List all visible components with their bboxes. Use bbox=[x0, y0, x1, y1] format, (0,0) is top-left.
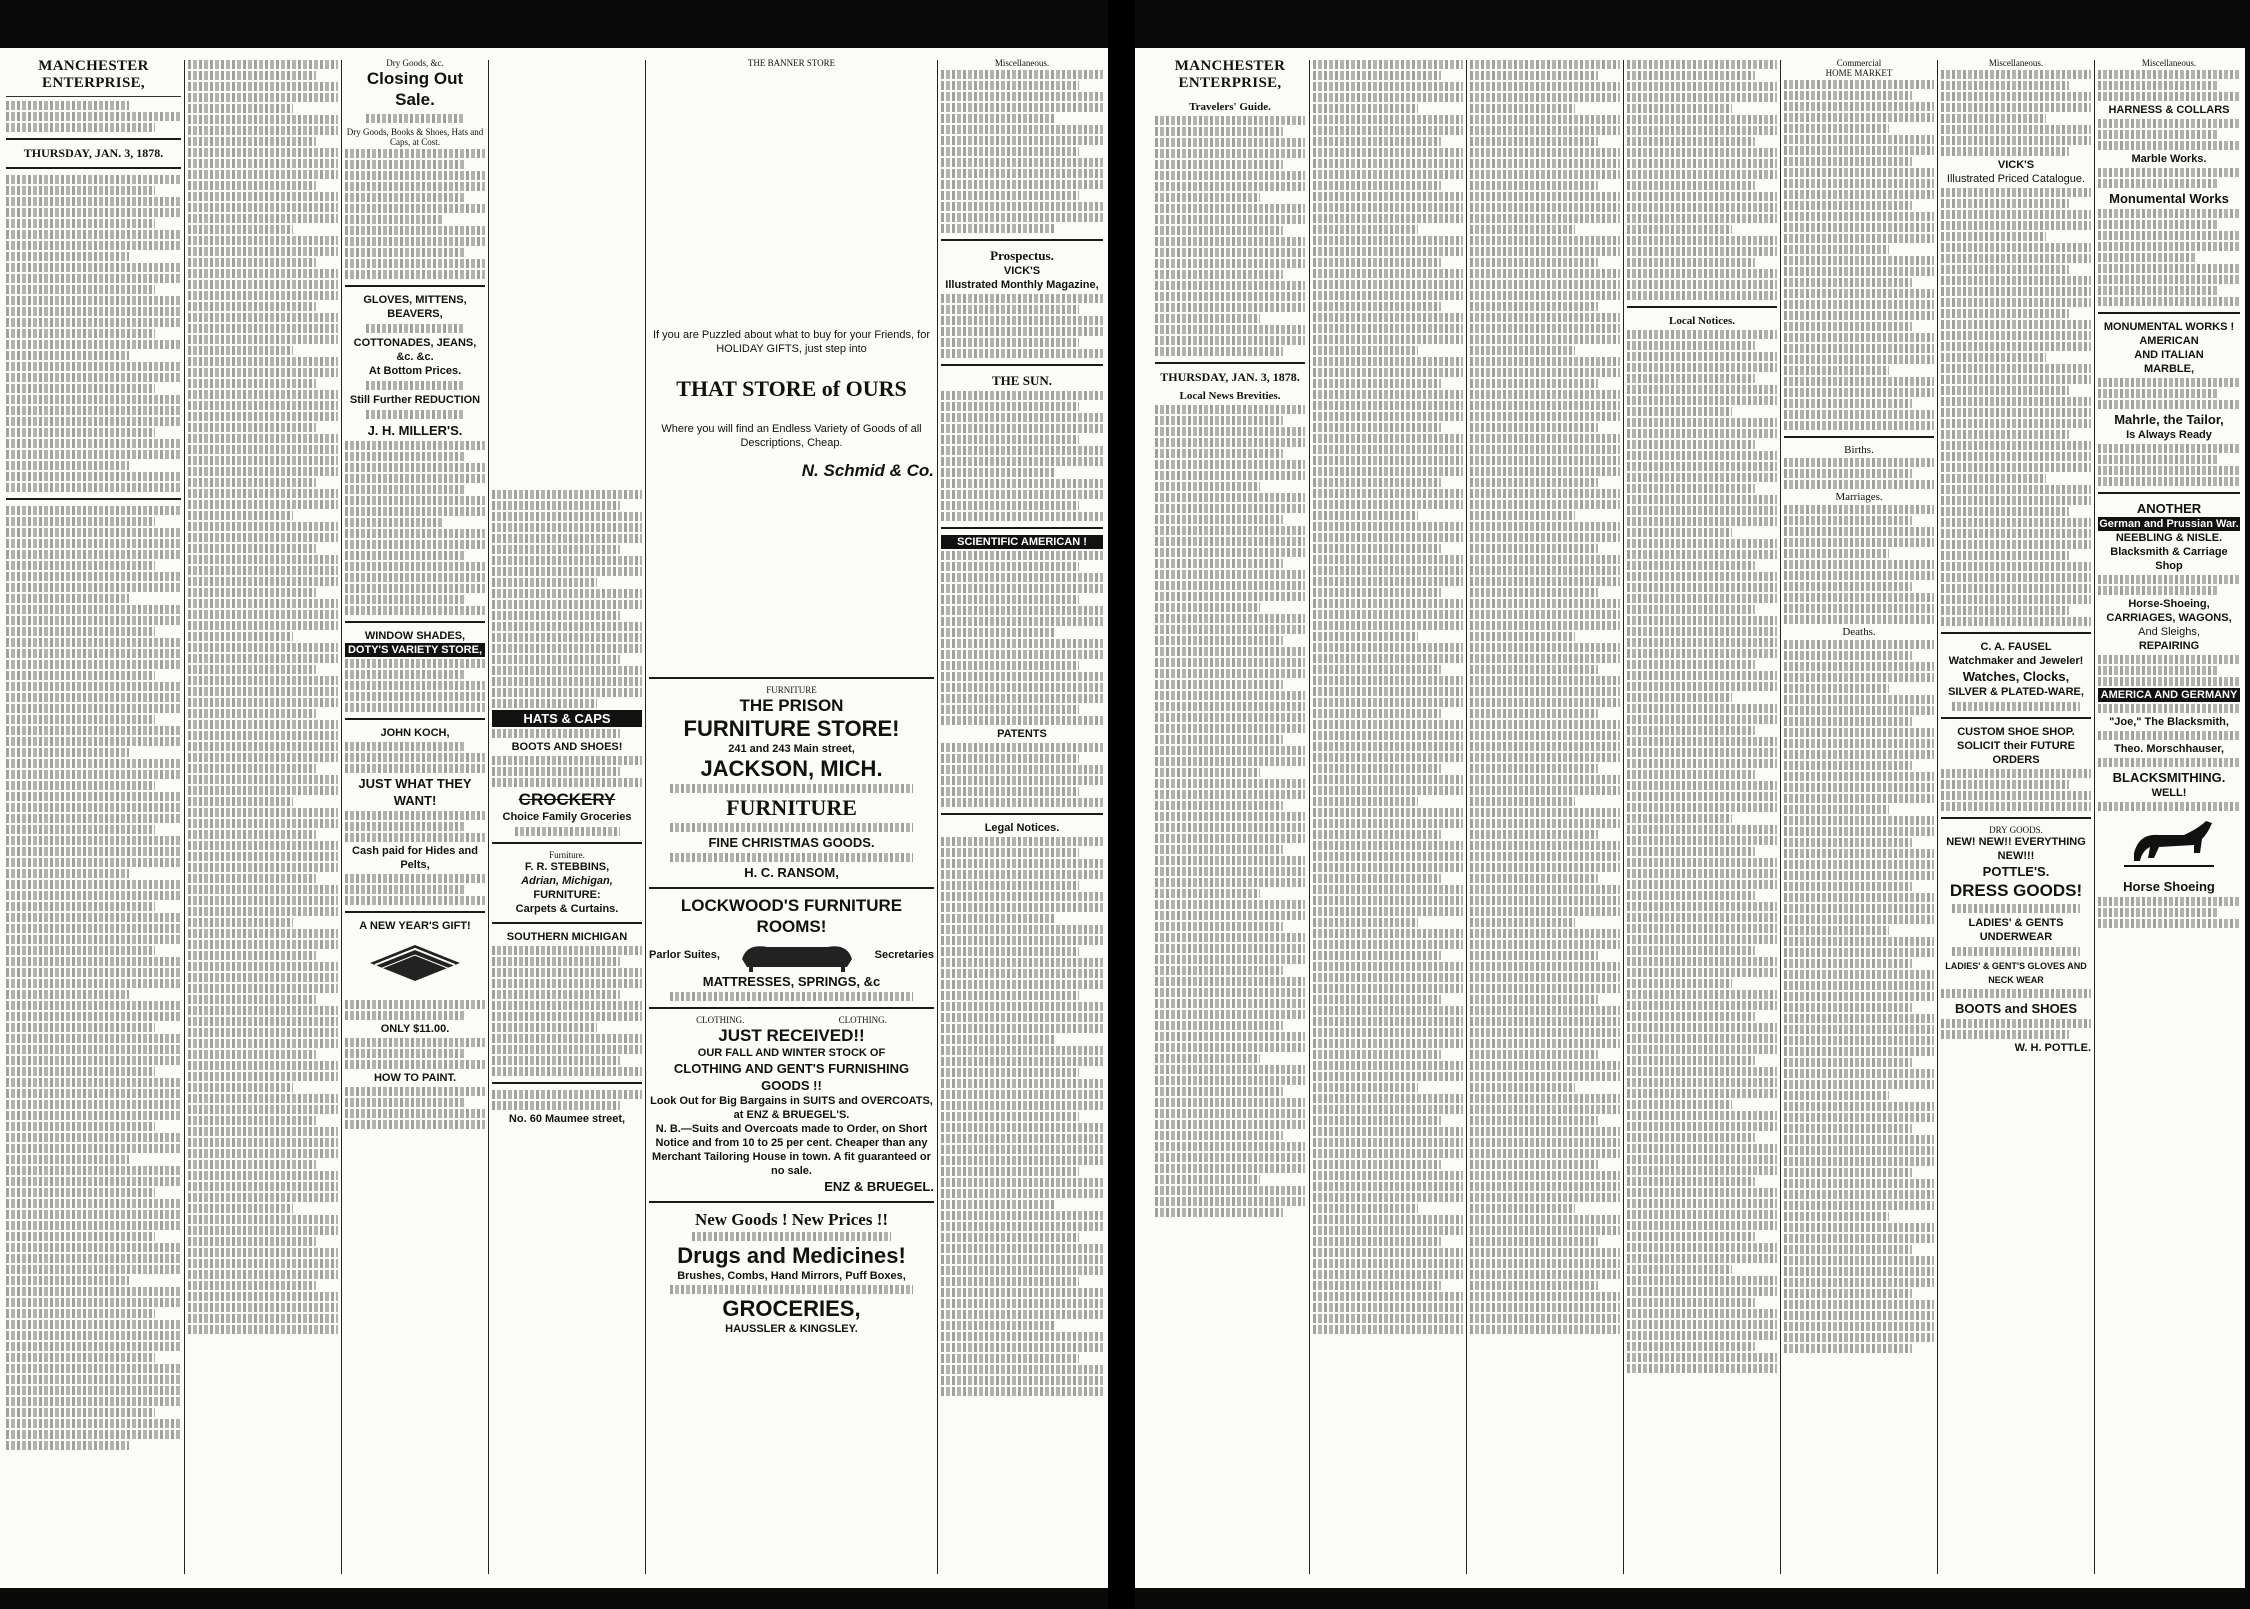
cottonades-ad: COTTONADES, JEANS, &c. &c. bbox=[353, 337, 477, 363]
left-col-2 bbox=[188, 58, 338, 1578]
bottom-prices: At Bottom Prices. bbox=[368, 365, 462, 377]
only-price: ONLY $11.00. bbox=[380, 1023, 450, 1035]
look-out-bargains: Look Out for Big Bargains in SUITS and OVERCOATS, at ENZ & BRUEGEL'S. bbox=[650, 1095, 933, 1121]
sofa-illustration bbox=[737, 937, 857, 973]
furniture-header-2: FURNITURE bbox=[766, 685, 817, 695]
boots-shoes: BOOTS AND SHOES! bbox=[511, 741, 623, 753]
groceries: GROCERIES, bbox=[722, 1296, 861, 1321]
clothing-header-1: CLOTHING. bbox=[696, 1015, 745, 1025]
left-col-1 bbox=[6, 58, 181, 1578]
how-to-paint: HOW TO PAINT. bbox=[373, 1072, 457, 1084]
right-col-7 bbox=[2098, 58, 2240, 1578]
issue-date: THURSDAY, JAN. 3, 1878. bbox=[23, 146, 164, 160]
commercial-header: Commercial bbox=[1836, 58, 1882, 68]
solicit-orders: SOLICIT their FUTURE ORDERS bbox=[1957, 740, 2075, 766]
enz-bruegel: ENZ & BRUEGEL. bbox=[824, 1179, 934, 1194]
jackson-mich: JACKSON, MICH. bbox=[700, 756, 883, 781]
just-what-they-want: JUST WHAT THEY WANT! bbox=[358, 776, 472, 808]
right-newspaper-page bbox=[1135, 48, 2245, 1588]
hats-caps: HATS & CAPS bbox=[492, 710, 642, 727]
misc-header-right: Miscellaneous. bbox=[1988, 58, 2044, 68]
silver-plated-ware: SILVER & PLATED-WARE, bbox=[1948, 686, 2084, 698]
book-illustration bbox=[345, 933, 485, 998]
carriages-wagons: CARRIAGES, WAGONS, bbox=[2106, 612, 2232, 624]
lockwood-furniture-rooms: LOCKWOOD'S FURNITURE ROOMS! bbox=[680, 896, 903, 936]
maumee-street: No. 60 Maumee street, bbox=[508, 1113, 626, 1125]
custom-shoe-shop: CUSTOM SHOE SHOP. bbox=[1957, 726, 2075, 738]
schmid-co: N. Schmid & Co. bbox=[801, 461, 934, 480]
boots-and-shoes: BOOTS and SHOES bbox=[1954, 1001, 2078, 1016]
births: Births. bbox=[1844, 444, 1874, 456]
crockery: CROCKERY bbox=[518, 790, 616, 809]
legal-notices: Legal Notices. bbox=[984, 822, 1060, 834]
vicks: VICK'S bbox=[1003, 265, 1041, 277]
furniture-header: Furniture. bbox=[549, 850, 585, 860]
home-market: HOME MARKET bbox=[1825, 68, 1893, 78]
blacksmithing: BLACKSMITHING. bbox=[2112, 770, 2226, 785]
the-prison: THE PRISON bbox=[739, 696, 844, 715]
puzzled-text: If you are Puzzled about what to buy for your Friends, for HOLIDAY GIFTS, just step into bbox=[653, 329, 930, 355]
masthead: MANCHESTER ENTERPRISE, bbox=[38, 58, 149, 91]
monumental-works-2: MONUMENTAL WORKS ! bbox=[2103, 321, 2235, 333]
dry-goods-header: DRY GOODS. bbox=[1989, 825, 2043, 835]
haussler-kingsley: HAUSSLER & KINGSLEY. bbox=[725, 1323, 858, 1335]
the-sun: THE SUN. bbox=[992, 373, 1052, 388]
american: AMERICAN bbox=[2139, 335, 2199, 347]
horse-shoeing-header: Horse-Shoeing, bbox=[2128, 598, 2210, 610]
gloves-ad: GLOVES, MITTENS, BEAVERS, bbox=[363, 294, 467, 320]
well: WELL! bbox=[2151, 787, 2187, 799]
suits-overcoats-notice: N. B.—Suits and Overcoats made to Order, on Short Notice and from 10 to 25 per cent. Cheaper than any Merchant Tailoring House in town. A fit guaranteed or no sale. bbox=[652, 1123, 931, 1177]
always-ready: Is Always Ready bbox=[2126, 429, 2212, 441]
left-col-5 bbox=[649, 58, 934, 1578]
secretaries: Secretaries bbox=[874, 949, 934, 961]
stebbins: F. R. STEBBINS, bbox=[524, 861, 610, 873]
clothing-gents-furnishing: CLOTHING AND GENT'S FURNISHING GOODS !! bbox=[673, 1061, 910, 1093]
patents: PATENTS bbox=[997, 728, 1047, 740]
blacksmith-carriage-shop: Blacksmith & Carriage Shop bbox=[2110, 546, 2228, 572]
travelers-guide: Travelers' Guide. bbox=[1189, 101, 1271, 113]
misc-header: Miscellaneous. bbox=[994, 58, 1050, 68]
choice-family-groceries: Choice Family Groceries bbox=[502, 811, 632, 823]
page-gutter bbox=[1108, 0, 1135, 1609]
that-store-of-ours: THAT STORE of OURS bbox=[676, 376, 907, 401]
parlor-suites: Parlor Suites, bbox=[649, 949, 720, 961]
marble-works: Marble Works. bbox=[2131, 153, 2207, 165]
horse-shoeing: Horse Shoeing bbox=[2123, 879, 2215, 894]
left-col-4 bbox=[492, 58, 642, 1578]
new-goods-new-prices: New Goods ! New Prices !! bbox=[694, 1210, 889, 1229]
right-col-3 bbox=[1470, 58, 1620, 1578]
marble: MARBLE, bbox=[2143, 363, 2195, 375]
fall-winter-stock: OUR FALL AND WINTER STOCK OF bbox=[697, 1047, 886, 1059]
new-years-gift: A NEW YEAR'S GIFT! bbox=[359, 920, 471, 932]
harness-collars: HARNESS & COLLARS bbox=[2108, 104, 2230, 116]
marriages: Marriages. bbox=[1835, 491, 1883, 503]
mattresses-springs: MATTRESSES, SPRINGS, &c bbox=[702, 974, 881, 989]
window-shades: WINDOW SHADES, bbox=[364, 630, 466, 642]
doty-variety-store: DOTY'S VARIETY STORE, bbox=[345, 643, 485, 657]
furniture-big: FURNITURE bbox=[726, 795, 857, 820]
masthead-right: MANCHESTER ENTERPRISE, bbox=[1174, 58, 1286, 91]
closing-out-sale-ad: Closing Out Sale. bbox=[366, 69, 464, 109]
adrian: Adrian, Michigan, bbox=[521, 875, 613, 887]
right-col-1 bbox=[1155, 58, 1305, 1578]
left-newspaper-page bbox=[0, 48, 1108, 1588]
southern-michigan: SOUTHERN MICHIGAN bbox=[506, 931, 628, 943]
pottle-signature: W. H. POTTLE. bbox=[2014, 1042, 2091, 1054]
and-sleighs: And Sleighs, bbox=[2138, 626, 2200, 638]
america-and-germany: AMERICA AND GERMANY bbox=[2098, 688, 2240, 702]
monumental-works: Monumental Works bbox=[2109, 191, 2229, 206]
banner-store: THE BANNER STORE bbox=[747, 58, 836, 68]
repairing: REPAIRING bbox=[2138, 640, 2200, 652]
priced-catalogue: Illustrated Priced Catalogue. bbox=[1946, 173, 2086, 185]
right-col-2 bbox=[1313, 58, 1463, 1578]
theo-morschhauser: Theo. Morschhauser, bbox=[2113, 743, 2225, 755]
mahrle-tailor: Mahrle, the Tailor, bbox=[2114, 412, 2224, 427]
stebbins-furniture: FURNITURE: bbox=[533, 889, 601, 901]
store-address: 241 and 243 Main street, bbox=[728, 743, 855, 755]
monthly-magazine: Illustrated Monthly Magazine, bbox=[945, 279, 1099, 291]
vicks-right: VICK'S bbox=[1997, 159, 2035, 171]
right-col-6 bbox=[1941, 58, 2091, 1578]
left-col-3 bbox=[345, 58, 485, 1578]
horse-illustration bbox=[2098, 813, 2240, 878]
right-col-4 bbox=[1627, 58, 1777, 1578]
still-further-reduction: Still Further REDUCTION bbox=[349, 394, 481, 406]
brushes-combs: Brushes, Combs, Hand Mirrors, Puff Boxes, bbox=[677, 1270, 906, 1282]
furniture-store: FURNITURE STORE! bbox=[683, 716, 900, 741]
neebling-nisle: NEEBLING & NISLE. bbox=[2115, 532, 2223, 544]
watches-clocks: Watches, Clocks, bbox=[1962, 669, 2070, 684]
john-koch: JOHN KOCH, bbox=[380, 727, 450, 739]
local-notices: Local Notices. bbox=[1669, 315, 1735, 327]
german-prussian-war: German and Prussian War. bbox=[2099, 518, 2239, 530]
misc-header-right-2: Miscellaneous. bbox=[2141, 58, 2197, 68]
fausel: C. A. FAUSEL bbox=[1980, 641, 2052, 653]
joe-blacksmith: "Joe," The Blacksmith, bbox=[2109, 716, 2229, 728]
endless-variety: Where you will find an Endless Variety of Goods of all Descriptions, Cheap. bbox=[661, 423, 922, 449]
left-col-6 bbox=[941, 58, 1103, 1578]
issue-date-right: THURSDAY, JAN. 3, 1878. bbox=[1160, 370, 1300, 384]
prospectus: Prospectus. bbox=[990, 248, 1054, 263]
drugs-medicines: Drugs and Medicines! bbox=[677, 1243, 906, 1268]
section-header: Dry Goods, &c. bbox=[386, 58, 444, 68]
carpets-curtains: Carpets & Curtains. bbox=[515, 903, 619, 915]
deaths: Deaths. bbox=[1842, 626, 1876, 638]
j-h-miller: J. H. MILLER'S. bbox=[367, 423, 463, 438]
christmas-goods: FINE CHRISTMAS GOODS. bbox=[708, 835, 875, 850]
new-new-everything: NEW! NEW!! EVERYTHING NEW!!! bbox=[1946, 836, 2086, 862]
local-news-brevities: Local News Brevities. bbox=[1179, 390, 1281, 402]
gloves-neck-wear: LADIES' & GENT'S GLOVES AND NECK WEAR bbox=[1945, 961, 2087, 985]
ransom: H. C. RANSOM, bbox=[744, 865, 839, 880]
ladies-gents-underwear: LADIES' & GENTS UNDERWEAR bbox=[1968, 917, 2064, 943]
clothing-header-2: CLOTHING. bbox=[838, 1015, 887, 1025]
right-col-5 bbox=[1784, 58, 1934, 1578]
dress-goods: DRESS GOODS! bbox=[1949, 881, 2083, 900]
and-italian: AND ITALIAN bbox=[2134, 349, 2204, 361]
dry-goods-line: Dry Goods, Books & Shoes, Hats and Caps, at Cost. bbox=[346, 127, 484, 147]
just-received: JUST RECEIVED!! bbox=[718, 1026, 865, 1045]
scientific-american: SCIENTIFIC AMERICAN ! bbox=[941, 535, 1103, 549]
another: ANOTHER bbox=[2136, 501, 2202, 516]
pottles: POTTLE'S. bbox=[1982, 864, 2050, 879]
watchmaker-jeweler: Watchmaker and Jeweler! bbox=[1948, 655, 2084, 667]
cash-paid-hides: Cash paid for Hides and Pelts, bbox=[352, 845, 478, 871]
